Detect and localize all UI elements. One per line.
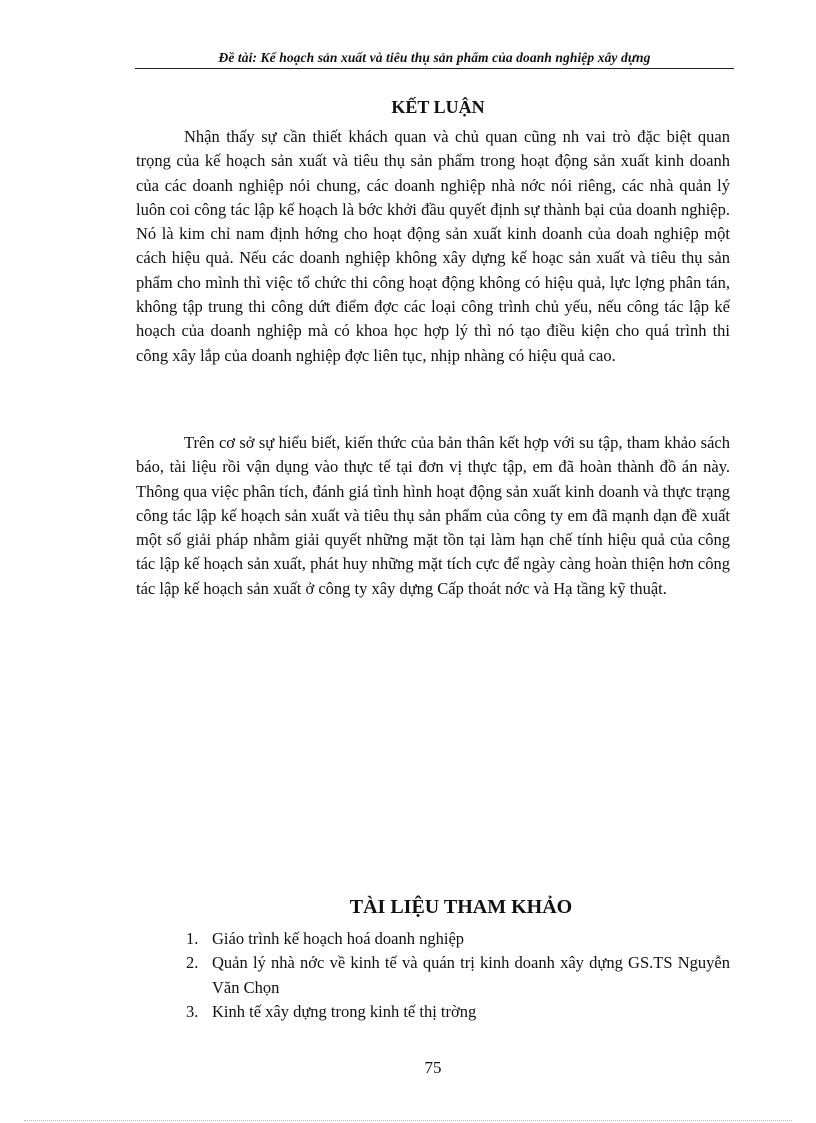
conclusion-section-2: [136, 431, 730, 601]
reference-item: [186, 927, 730, 951]
references-list: [186, 927, 730, 1024]
running-header-text: Đề tài: Kế hoạch sản xuất và tiêu thụ sản phẩm của doanh nghiệp xây dựng: [218, 50, 651, 65]
conclusion-paragraph-2: Trên cơ sở sự hiểu biết, kiến thức của bản thân kết hợp với su tập, tham khảo sách báo, tài liệu rồi vận dụng vào thực tế tại đơn vị thực tập, em đã hoàn thành đồ án này. Thông qua việc phân tích, đánh giá tình hình hoạt động sản xuất kinh doanh và thực trạng công tác lập kế hoạch sản xuất và tiêu thụ sản phẩm của công ty em đã mạnh dạn đề xuất một số giải pháp nhằm giải quyết những mặt tồn tại làm hạn chế tính hiệu quả của công tác lập kế hoạch sản xuất, phát huy những mặt tích cực để ngày càng hoàn thiện hơn công tác lập kế hoạch sản xuất ở công ty xây dựng Cấp thoát nớc và Hạ tầng kỹ thuật.: [136, 433, 730, 598]
running-header: [135, 48, 734, 69]
reference-text: Giáo trình kế hoạch hoá doanh nghiệp: [212, 929, 465, 948]
reference-item: [186, 951, 730, 1000]
reference-number: 2.: [186, 953, 199, 973]
reference-number: 3.: [186, 1001, 199, 1021]
reference-number: 1.: [186, 929, 199, 948]
page-number: 75: [424, 1058, 442, 1077]
reference-text: Quản lý nhà nớc về kinh tế và quán trị kinh doanh xây dựng GS.TS Nguyễn Văn Chọn: [212, 953, 730, 997]
reference-item: [186, 1000, 730, 1024]
reference-text: Kinh tế xây dựng trong kinh tế thị trờng: [212, 1001, 477, 1021]
conclusion-section: [136, 125, 730, 368]
page-bottom-divider: [24, 1120, 792, 1121]
conclusion-paragraph-1: Nhận thấy sự cần thiết khách quan và chủ quan cũng nh vai trò đặc biệt quan trọng của kế hoạch sản xuất và tiêu thụ sản phẩm trong hoạt động sản xuất kinh doanh của các doanh nghiệp nói chung, các doanh nghiệp nhà nớc nói riêng, các nhà quản lý luôn coi công tác lập kế hoạch là bớc khởi đầu quyết định sự thành bại của doanh nghiệp. Nó là kim chỉ nam định hớng cho hoạt động sản xuất kinh doanh của doah nghiệp một cách hiệu quả. Nếu các doanh nghiệp không xây dựng kế hoạc sản xuất và tiêu thụ sản phẩm cho mình thì việc tổ chức thi công hoạt động không có hiệu quả, lực lợng phân tán, không tập trung thi công dứt điểm đợc các loại công trình chủ yếu, nếu công tác lập kế hoạch của doanh nghiệp mà có khoa học hợp lý thì nó tạo điều kiện cho quá trình thi công xây lắp của doanh nghiệp đợc liên tục, nhịp nhàng có hiệu quả cao.: [136, 127, 730, 365]
conclusion-title: KẾT LUẬN: [391, 97, 485, 117]
references-title: TÀI LIỆU THAM KHẢO: [349, 896, 573, 918]
